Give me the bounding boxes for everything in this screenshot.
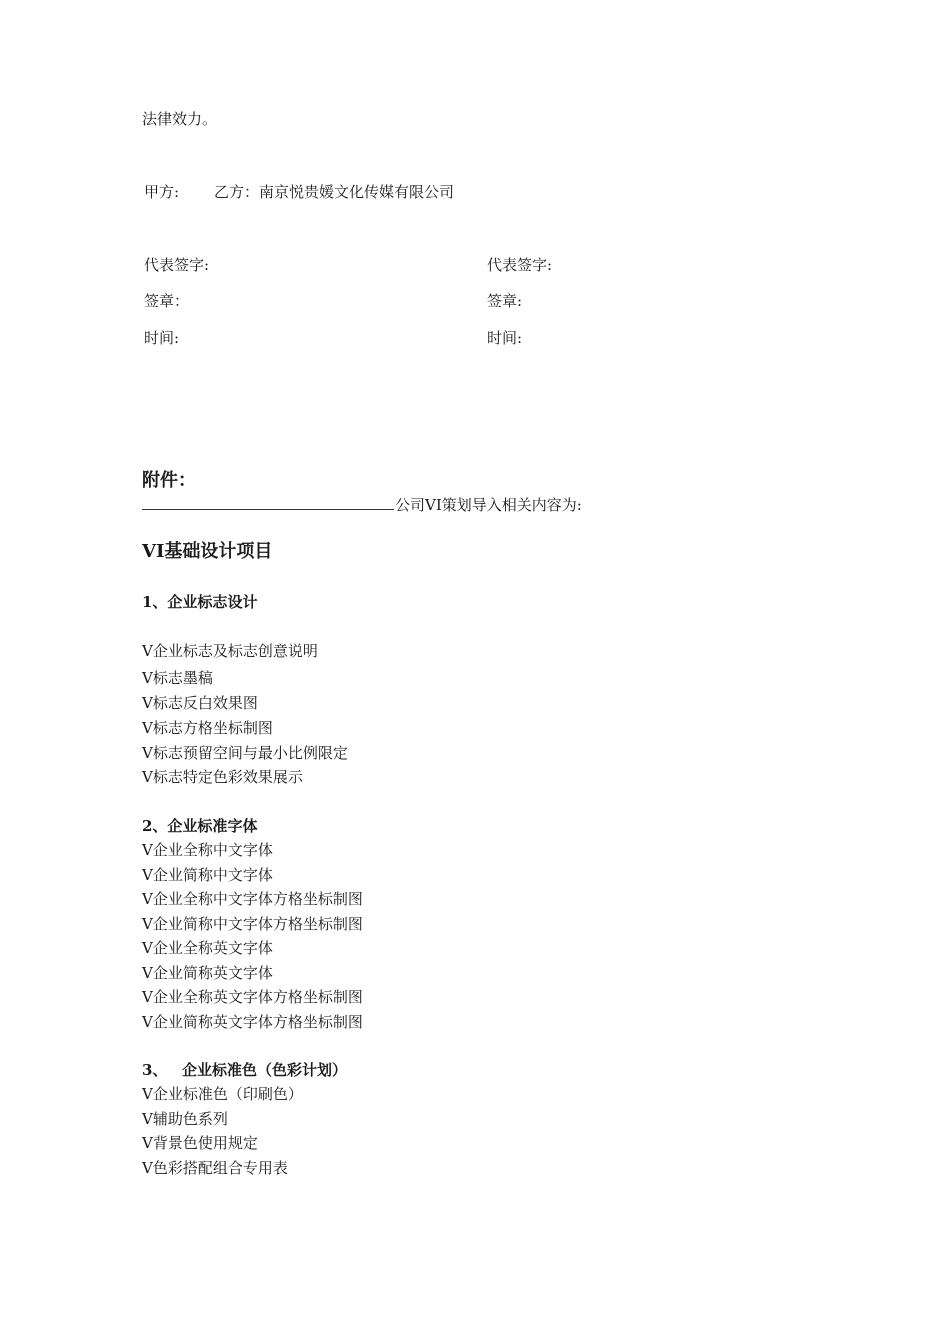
list-item: V企业简称英文字体方格坐标制图 (142, 1013, 363, 1031)
list-item: V企业全称中文字体 (142, 841, 273, 859)
attachment-intro-line (142, 495, 582, 514)
section-1-heading: 1、企业标志设计 (142, 593, 258, 611)
vi-title: VI基础设计项目 (142, 541, 273, 562)
sign-left-date: 时间: (144, 329, 180, 347)
list-item: V企业简称中文字体 (142, 866, 273, 884)
party-a-label: 甲方: (144, 183, 180, 201)
attachment-intro: 公司VI策划导入相关内容为: (395, 496, 582, 514)
sign-right-date: 时间: (487, 329, 523, 347)
section-3-heading-number: 3、 (142, 1061, 168, 1079)
sign-left-seal: 签章： (144, 292, 190, 310)
list-item: V企业全称中文字体方格坐标制图 (142, 890, 363, 908)
list-item: V色彩搭配组合专用表 (142, 1159, 288, 1177)
list-item: V企业简称中文字体方格坐标制图 (142, 915, 363, 933)
list-item: V背景色使用规定 (142, 1134, 258, 1152)
list-item: V企业标志及标志创意说明 (142, 642, 318, 660)
list-item: V辅助色系列 (142, 1110, 228, 1128)
list-item: V标志方格坐标制图 (142, 719, 273, 737)
list-item: V标志预留空间与最小比例限定 (142, 744, 348, 762)
list-item: V企业标准色（印刷色） (142, 1085, 303, 1103)
attachment-title: 附件： (142, 470, 196, 491)
fill-in-blank (142, 495, 394, 510)
list-item: V企业全称英文字体方格坐标制图 (142, 988, 363, 1006)
sign-right-representative: 代表签字: (487, 256, 553, 274)
list-item: V标志墨稿 (142, 669, 213, 687)
list-item: V企业简称英文字体 (142, 964, 273, 982)
list-item: V企业全称英文字体 (142, 939, 273, 957)
section-2-heading: 2、企业标准字体 (142, 817, 258, 835)
closing-line: 法律效力。 (142, 110, 218, 128)
list-item: V标志反白效果图 (142, 694, 258, 712)
section-3-heading: 企业标准色（色彩计划） (182, 1061, 348, 1079)
sign-left-representative: 代表签字: (144, 256, 210, 274)
party-b-label: 乙方：南京悦贵媛文化传媒有限公司 (214, 183, 455, 201)
list-item: V标志特定色彩效果展示 (142, 768, 303, 786)
sign-right-seal: 签章: (487, 292, 523, 310)
